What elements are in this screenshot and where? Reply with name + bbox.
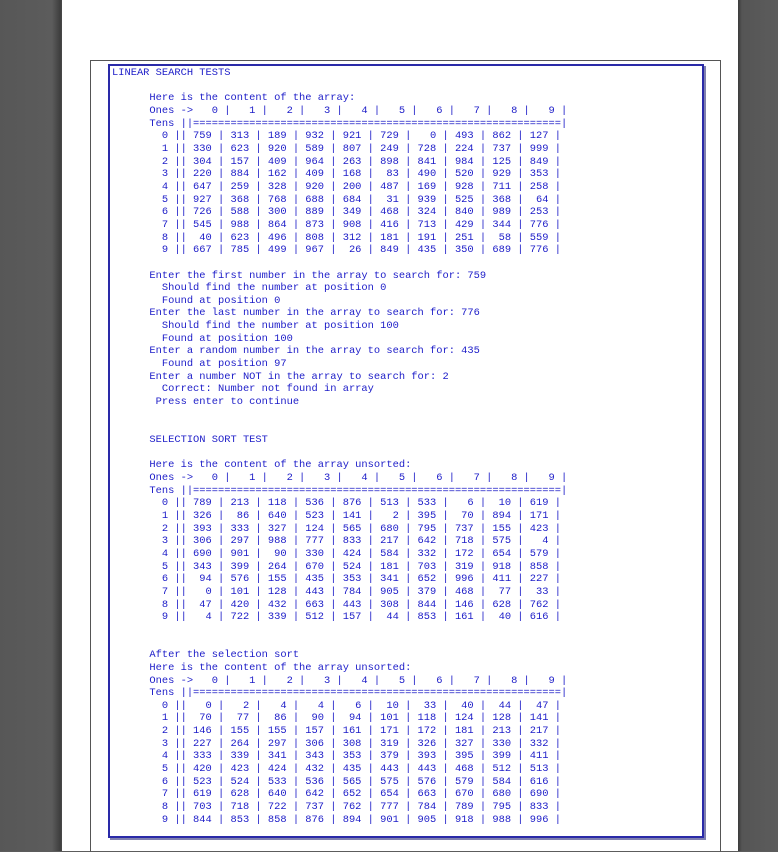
output-line: 1 || 330 | 623 | 920 | 589 | 807 | 249 | 728 | 224 | 737 | 999 | [112, 142, 561, 155]
output-line: Found at position 0 [112, 294, 281, 307]
output-line: Found at position 97 [112, 358, 287, 371]
output-line: 5 || 420 | 423 | 424 | 432 | 435 | 443 | 443 | 468 | 512 | 513 | [112, 763, 561, 776]
left-gutter [0, 0, 62, 851]
output-line [112, 637, 700, 650]
output-line: 4 || 647 | 259 | 328 | 920 | 200 | 487 | 169 | 928 | 711 | 258 | [112, 180, 561, 193]
output-line: 5 || 927 | 368 | 768 | 688 | 684 | 31 | 939 | 525 | 368 | 64 | [112, 193, 561, 206]
output-line: 6 || 726 | 588 | 300 | 889 | 349 | 468 | 324 | 840 | 989 | 253 | [112, 206, 561, 219]
output-line: 0 || 789 | 213 | 118 | 536 | 876 | 513 | 533 | 6 | 10 | 619 | [112, 497, 561, 510]
output-line: Here is the content of the array unsorted: [112, 661, 412, 674]
output-line: 9 || 844 | 853 | 858 | 876 | 894 | 901 | 905 | 918 | 988 | 996 | [112, 813, 561, 826]
output-line: After the selection sort [112, 649, 300, 662]
output-line: Tens ||===========================================================| [112, 687, 568, 700]
output-line [112, 80, 700, 93]
output-line: Found at position 100 [112, 332, 293, 345]
output-line: Enter a number NOT in the array to search for: 2 [112, 370, 449, 383]
output-line: 2 || 393 | 333 | 327 | 124 | 565 | 680 | 795 | 737 | 155 | 423 | [112, 522, 561, 535]
console-output [112, 67, 700, 837]
output-line: 3 || 227 | 264 | 297 | 306 | 308 | 319 | 326 | 327 | 330 | 332 | [112, 737, 561, 750]
output-line: Tens ||===========================================================| [112, 484, 568, 497]
output-line: 1 || 70 | 77 | 86 | 90 | 94 | 101 | 118 | 124 | 128 | 141 | [112, 712, 561, 725]
output-line: 4 || 333 | 339 | 341 | 343 | 353 | 379 | 393 | 395 | 399 | 411 | [112, 750, 561, 763]
output-line: Ones -> 0 | 1 | 2 | 3 | 4 | 5 | 6 | 7 | 8 | 9 | [112, 674, 568, 687]
output-line: Should find the number at position 100 [112, 320, 399, 333]
output-line: 7 || 619 | 628 | 640 | 642 | 652 | 654 | 663 | 670 | 680 | 690 | [112, 788, 561, 801]
output-line: Enter the first number in the array to search for: 759 [112, 269, 487, 282]
output-line [112, 624, 700, 637]
output-line: 8 || 47 | 420 | 432 | 663 | 443 | 308 | 844 | 146 | 628 | 762 | [112, 598, 561, 611]
output-line: 4 || 690 | 901 | 90 | 330 | 424 | 584 | 332 | 172 | 654 | 579 | [112, 547, 561, 560]
output-line: 6 || 523 | 524 | 533 | 536 | 565 | 575 | 576 | 579 | 584 | 616 | [112, 775, 561, 788]
output-line [112, 421, 700, 434]
output-line: Ones -> 0 | 1 | 2 | 3 | 4 | 5 | 6 | 7 | 8 | 9 | [112, 472, 568, 484]
output-line: 5 || 343 | 399 | 264 | 670 | 524 | 181 | 703 | 319 | 918 | 858 | [112, 560, 561, 573]
output-line: SELECTION SORT TEST [112, 434, 268, 447]
output-line: Tens ||===========================================================| [112, 117, 568, 130]
output-line: 8 || 703 | 718 | 722 | 737 | 762 | 777 | 784 | 789 | 795 | 833 | [112, 801, 561, 814]
output-line: Correct: Number not found in array [112, 383, 374, 396]
output-line [112, 447, 700, 460]
output-line: 9 || 4 | 722 | 339 | 512 | 157 | 44 | 853 | 161 | 40 | 616 | [112, 611, 561, 624]
output-line: Ones -> 0 | 1 | 2 | 3 | 4 | 5 | 6 | 7 | 8 | 9 | [112, 104, 568, 117]
output-line [112, 409, 700, 422]
output-line: Enter the last number in the array to search for: 776 [112, 307, 480, 320]
output-line: 9 || 667 | 785 | 499 | 967 | 26 | 849 | 435 | 350 | 689 | 776 | [112, 244, 561, 257]
output-line: 3 || 220 | 884 | 162 | 409 | 168 | 83 | 490 | 520 | 929 | 353 | [112, 168, 561, 181]
output-line: Here is the content of the array unsorted: [112, 459, 412, 472]
output-line: Enter a random number in the array to search for: 435 [112, 345, 480, 358]
output-line: 0 || 0 | 2 | 4 | 4 | 6 | 10 | 33 | 40 | 44 | 47 | [112, 699, 561, 712]
output-line: Press enter to continue [112, 396, 300, 409]
output-line: Here is the content of the array: [112, 92, 356, 105]
output-line: LINEAR SEARCH TESTS [112, 67, 231, 79]
output-line: 6 || 94 | 576 | 155 | 435 | 353 | 341 | 652 | 996 | 411 | 227 | [112, 573, 561, 586]
output-line: 2 || 304 | 157 | 409 | 964 | 263 | 898 | 841 | 984 | 125 | 849 | [112, 155, 561, 168]
output-line [112, 257, 700, 270]
output-line: Should find the number at position 0 [112, 282, 387, 295]
output-line: 8 || 40 | 623 | 496 | 808 | 312 | 181 | 191 | 251 | 58 | 559 | [112, 231, 561, 244]
output-line: 7 || 0 | 101 | 128 | 443 | 784 | 905 | 379 | 468 | 77 | 33 | [112, 585, 561, 598]
output-line: 2 || 146 | 155 | 155 | 157 | 161 | 171 | 172 | 181 | 213 | 217 | [112, 725, 561, 738]
output-line: 3 || 306 | 297 | 988 | 777 | 833 | 217 | 642 | 718 | 575 | 4 | [112, 535, 561, 548]
right-gutter [738, 0, 778, 851]
output-line: 0 || 759 | 313 | 189 | 932 | 921 | 729 | 0 | 493 | 862 | 127 | [112, 130, 561, 143]
output-line: 7 || 545 | 988 | 864 | 873 | 908 | 416 | 713 | 429 | 344 | 776 | [112, 218, 561, 231]
output-line: 1 || 326 | 86 | 640 | 523 | 141 | 2 | 395 | 70 | 894 | 171 | [112, 509, 561, 522]
